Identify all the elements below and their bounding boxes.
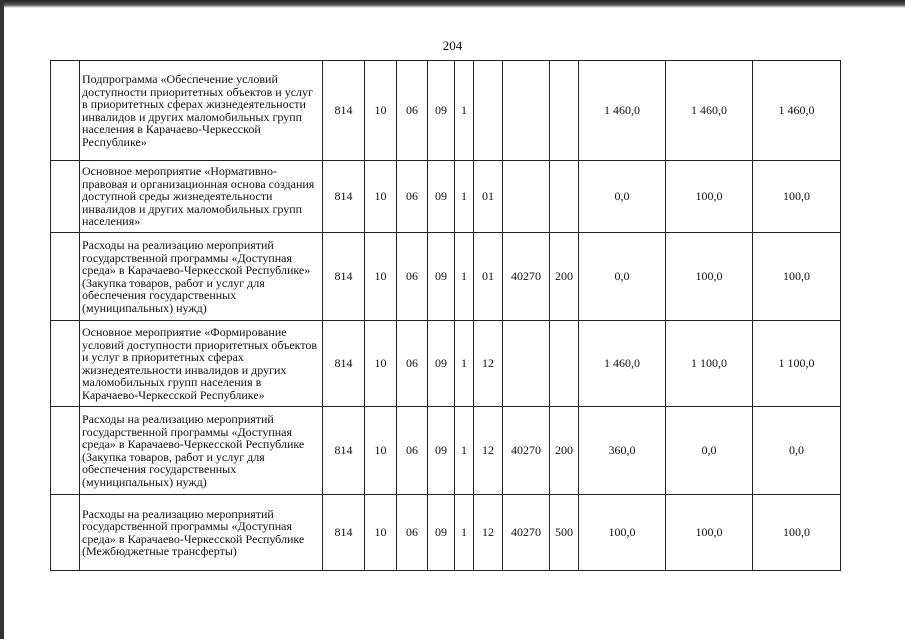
- amount-year-2: 0,0: [666, 407, 753, 495]
- table-row: [51, 321, 841, 407]
- subprogram-code: 1: [455, 321, 474, 407]
- ministry-code: 814: [323, 495, 365, 571]
- expense-type-code: [550, 321, 579, 407]
- measure-code: 12: [474, 407, 503, 495]
- direction-code: [503, 321, 550, 407]
- row-index-cell: [51, 61, 80, 161]
- subprogram-code: 1: [455, 61, 474, 161]
- expense-type-code: 200: [550, 233, 579, 321]
- amount-year-2: 100,0: [666, 161, 753, 233]
- section-code: 10: [365, 407, 397, 495]
- amount-year-1: 1 460,0: [579, 321, 666, 407]
- program-code: 09: [428, 321, 455, 407]
- direction-code: [503, 161, 550, 233]
- table-row: [51, 233, 841, 321]
- measure-code: 12: [474, 495, 503, 571]
- ministry-code: 814: [323, 407, 365, 495]
- subsection-code: 06: [397, 321, 428, 407]
- measure-code: [474, 61, 503, 161]
- section-code: 10: [365, 321, 397, 407]
- expense-type-code: [550, 61, 579, 161]
- amount-year-3: 1 460,0: [753, 61, 841, 161]
- subprogram-code: 1: [455, 407, 474, 495]
- amount-year-1: 1 460,0: [579, 61, 666, 161]
- amount-year-3: 100,0: [753, 161, 841, 233]
- ministry-code: 814: [323, 161, 365, 233]
- section-code: 10: [365, 161, 397, 233]
- row-name: Основное мероприятие «Нормативно-правовая и организационная основа создания доступной среды жизнедеятельности инвалидов и других маломобильных групп населения»: [80, 161, 323, 233]
- direction-code: [503, 61, 550, 161]
- amount-year-3: 100,0: [753, 233, 841, 321]
- row-index-cell: [51, 233, 80, 321]
- amount-year-3: 0,0: [753, 407, 841, 495]
- subsection-code: 06: [397, 161, 428, 233]
- direction-code: 40270: [503, 407, 550, 495]
- program-code: 09: [428, 495, 455, 571]
- row-index-cell: [51, 407, 80, 495]
- table-row: [51, 61, 841, 161]
- ministry-code: 814: [323, 61, 365, 161]
- budget-table: [50, 60, 841, 571]
- amount-year-1: 0,0: [579, 233, 666, 321]
- table-row: [51, 407, 841, 495]
- row-name: Расходы на реализацию мероприятий государственной программы «Доступная среда» в Карачаево-Черкесской Республике (Закупка товаров, работ и услуг для обеспечения государственных (муниципальных) нужд): [80, 407, 323, 495]
- measure-code: 01: [474, 161, 503, 233]
- amount-year-1: 100,0: [579, 495, 666, 571]
- subsection-code: 06: [397, 233, 428, 321]
- expense-type-code: [550, 161, 579, 233]
- table-row: [51, 161, 841, 233]
- page-number: 204: [442, 38, 463, 53]
- row-name: Расходы на реализацию мероприятий государственной программы «Доступная среда» в Карачаево-Черкесской Республике» (Закупка товаров, работ и услуг для обеспечения государственных (муниципальных) нужд): [80, 233, 323, 321]
- measure-code: 01: [474, 233, 503, 321]
- scan-top-edge: [0, 0, 905, 8]
- subsection-code: 06: [397, 495, 428, 571]
- section-code: 10: [365, 233, 397, 321]
- row-index-cell: [51, 495, 80, 571]
- row-index-cell: [51, 321, 80, 407]
- amount-year-2: 100,0: [666, 495, 753, 571]
- direction-code: 40270: [503, 233, 550, 321]
- expense-type-code: 200: [550, 407, 579, 495]
- row-index-cell: [51, 161, 80, 233]
- section-code: 10: [365, 61, 397, 161]
- subprogram-code: 1: [455, 233, 474, 321]
- program-code: 09: [428, 233, 455, 321]
- row-name: Подпрограмма «Обеспечение условий доступности приоритетных объектов и услуг в приоритетных сферах жизнедеятельности инвалидов и других маломобильных групп населения в Карачаево-Черкесской Республике»: [80, 61, 323, 161]
- amount-year-2: 1 460,0: [666, 61, 753, 161]
- table-row: [51, 495, 841, 571]
- direction-code: 40270: [503, 495, 550, 571]
- program-code: 09: [428, 161, 455, 233]
- expense-type-code: 500: [550, 495, 579, 571]
- program-code: 09: [428, 407, 455, 495]
- amount-year-3: 1 100,0: [753, 321, 841, 407]
- amount-year-1: 360,0: [579, 407, 666, 495]
- amount-year-3: 100,0: [753, 495, 841, 571]
- section-code: 10: [365, 495, 397, 571]
- ministry-code: 814: [323, 321, 365, 407]
- subsection-code: 06: [397, 61, 428, 161]
- row-name: Основное мероприятие «Формирование условий доступности приоритетных объектов и услуг в приоритетных сферах жизнедеятельности инвалидов и других маломобильных групп населения в Карачаево-Черкесской Республике»: [80, 321, 323, 407]
- amount-year-1: 0,0: [579, 161, 666, 233]
- subsection-code: 06: [397, 407, 428, 495]
- subprogram-code: 1: [455, 161, 474, 233]
- scan-left-edge: [0, 0, 4, 639]
- amount-year-2: 100,0: [666, 233, 753, 321]
- ministry-code: 814: [323, 233, 365, 321]
- program-code: 09: [428, 61, 455, 161]
- row-name: Расходы на реализацию мероприятий государственной программы «Доступная среда» в Карачаево-Черкесской Республике (Межбюджетные трансферты): [80, 495, 323, 571]
- measure-code: 12: [474, 321, 503, 407]
- amount-year-2: 1 100,0: [666, 321, 753, 407]
- subprogram-code: 1: [455, 495, 474, 571]
